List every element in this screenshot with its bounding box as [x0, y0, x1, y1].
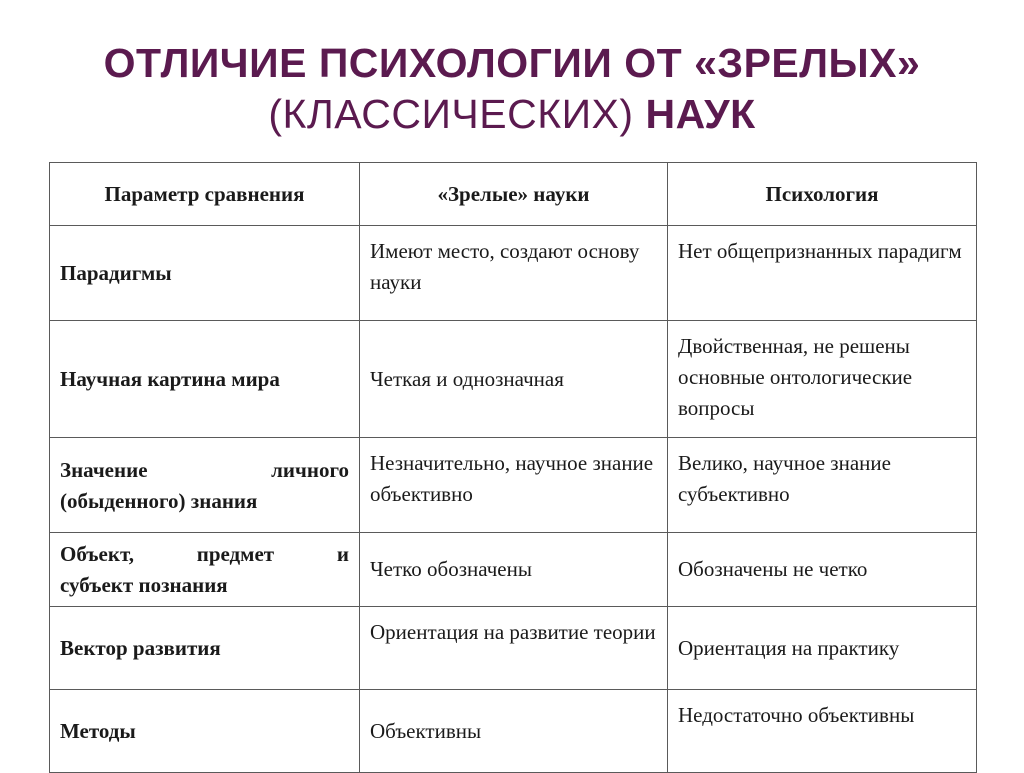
row-parameter: Научная картина мира: [50, 321, 360, 438]
row-psychology-value: Обозначены не четко: [668, 533, 977, 607]
table-row: [50, 690, 977, 773]
row-parameter: Методы: [50, 690, 360, 773]
row-parameter-line-2: субъект познания: [60, 573, 228, 597]
title-line-2: [0, 89, 1024, 140]
row-psychology-value: Недостаточно объективны: [668, 690, 977, 773]
table-row: [50, 607, 977, 690]
table-header-row: [50, 163, 977, 226]
row-psychology-value: Ориентация на практику: [668, 607, 977, 690]
row-mature-value: Незначительно, научное знание объективно: [360, 438, 668, 533]
header-parameter: Параметр сравнения: [50, 163, 360, 226]
row-psychology-value: Двойственная, не решены основные онтологические вопросы: [668, 321, 977, 438]
row-mature-value: Имеют место, создают основу науки: [360, 226, 668, 321]
row-parameter-line-2: (обыденного) знания: [60, 488, 258, 513]
title-line-2-bold: НАУК: [645, 91, 756, 137]
comparison-table: [49, 162, 977, 773]
table-row: [50, 533, 977, 607]
title-line-2-normal: (КЛАССИЧЕСКИХ): [268, 91, 634, 137]
row-parameter: Парадигмы: [50, 226, 360, 321]
row-parameter: [50, 533, 360, 607]
slide-title: [0, 38, 1024, 140]
row-mature-value: Четко обозначены: [360, 533, 668, 607]
title-line-1: ОТЛИЧИЕ ПСИХОЛОГИИ ОТ «ЗРЕЛЫХ»: [103, 40, 921, 86]
header-mature-sciences: «Зрелые» науки: [360, 163, 668, 226]
row-mature-value: Четкая и однозначная: [360, 321, 668, 438]
row-parameter-line-1: Объект, предмет и: [60, 542, 349, 566]
row-psychology-value: Нет общепризнанных парадигм: [668, 226, 977, 321]
table-row: [50, 226, 977, 321]
row-parameter: Вектор развития: [50, 607, 360, 690]
header-psychology: Психология: [668, 163, 977, 226]
row-parameter-line-1: Значение личного: [60, 457, 349, 482]
row-psychology-value: Велико, научное знание субъективно: [668, 438, 977, 533]
row-mature-value: Объективны: [360, 690, 668, 773]
table-row: [50, 321, 977, 438]
row-parameter: [50, 438, 360, 533]
table-row: [50, 438, 977, 533]
row-mature-value: Ориентация на развитие теории: [360, 607, 668, 690]
